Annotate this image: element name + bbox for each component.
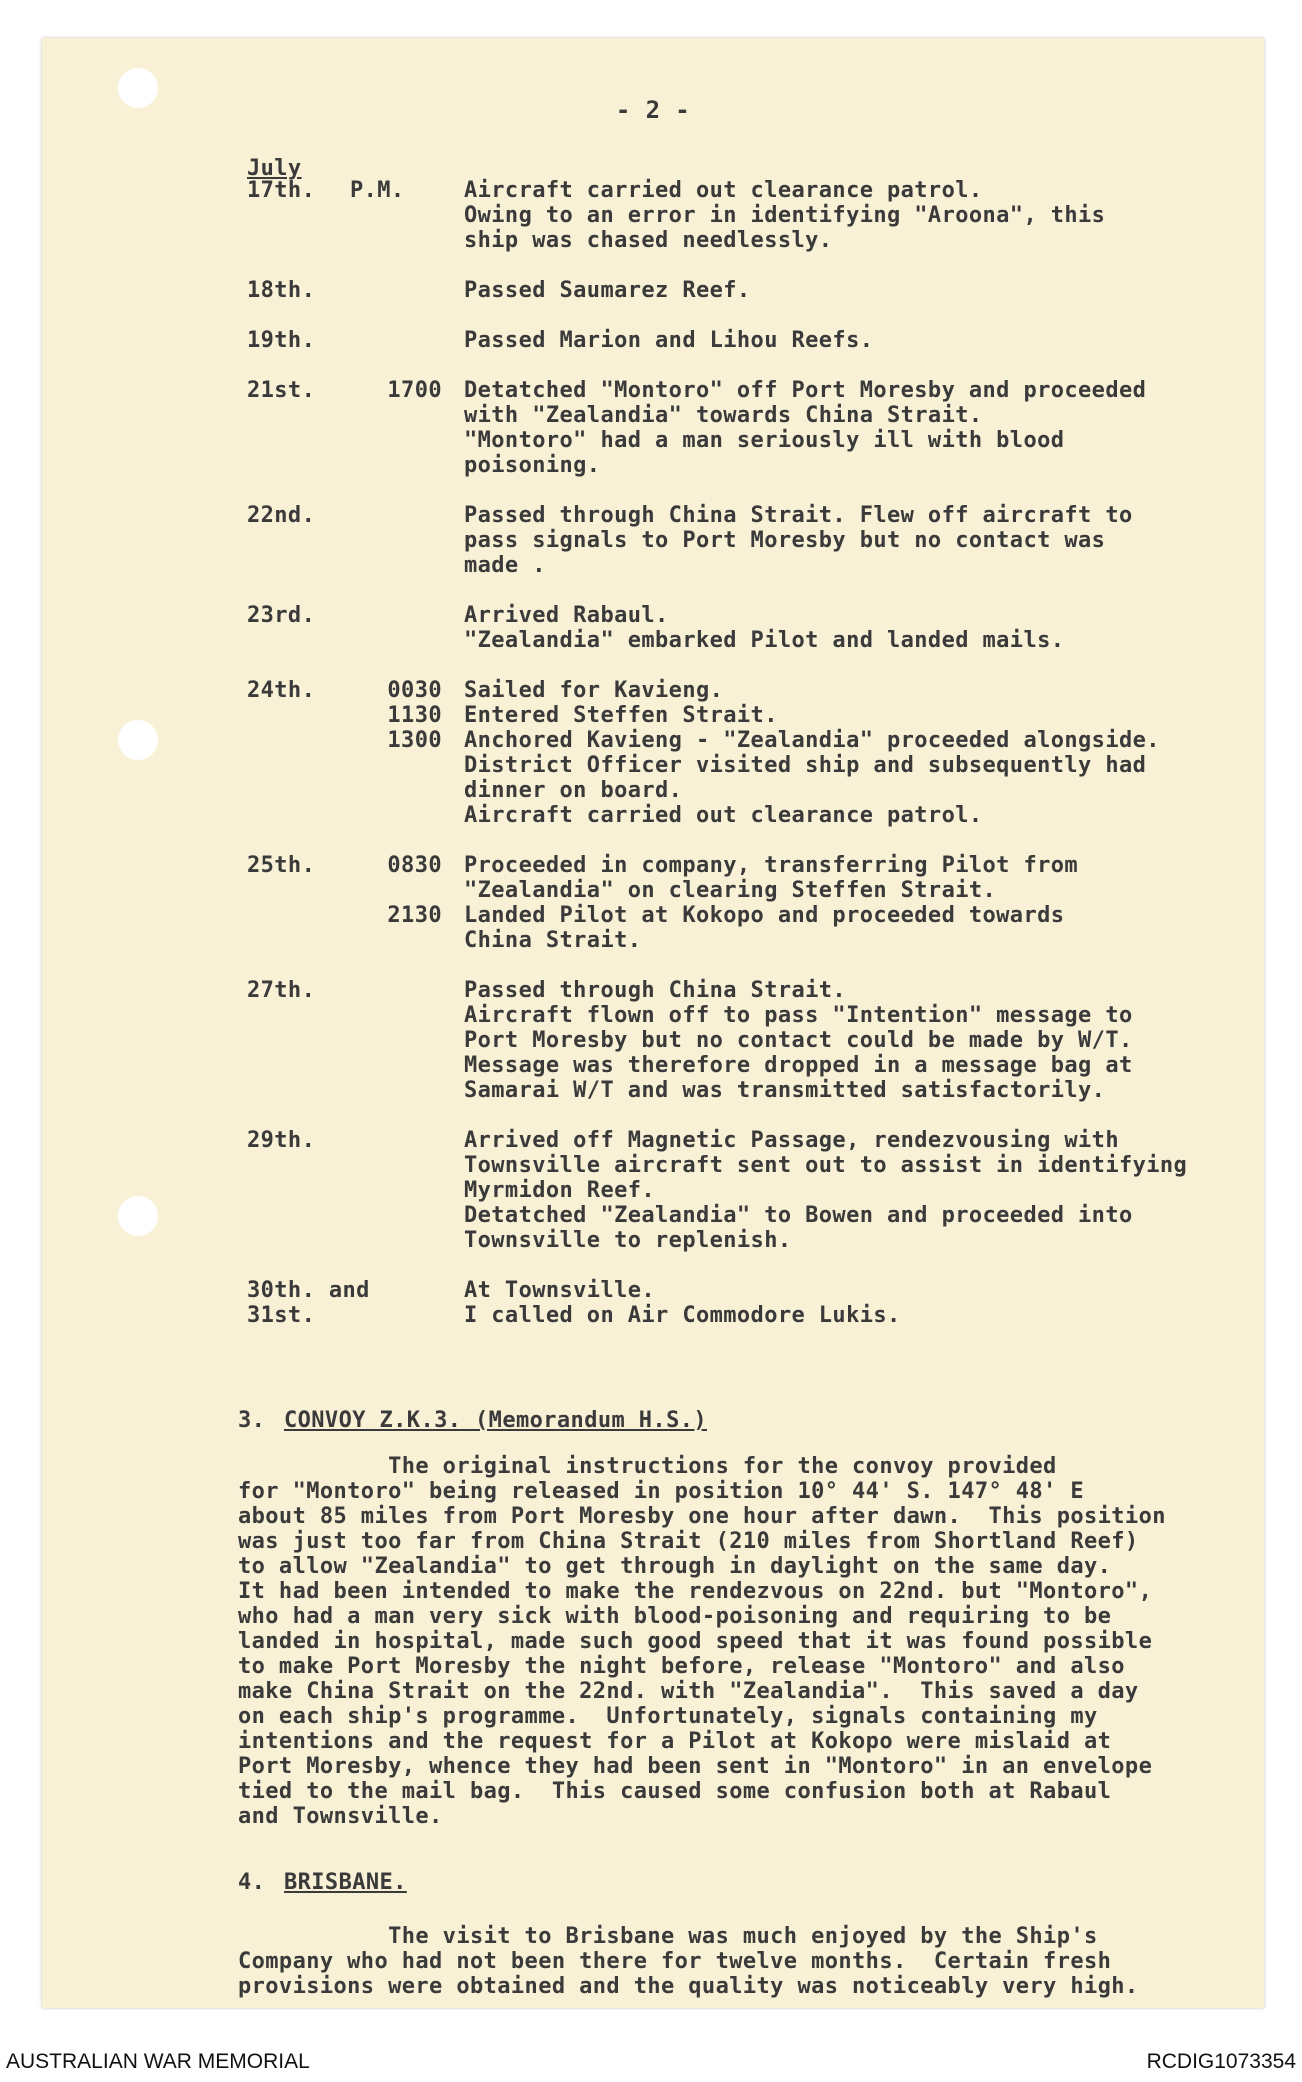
log-text: with "Zealandia" towards China Strait.: [464, 403, 983, 428]
log-date: 22nd.: [247, 503, 316, 528]
log-time: 1300: [387, 728, 442, 753]
log-row: [42, 178, 1264, 203]
log-text: Landed Pilot at Kokopo and proceeded towards: [464, 903, 1065, 928]
log-text: Townsville aircraft sent out to assist in identifying: [464, 1153, 1188, 1178]
log-entry: [42, 678, 1264, 828]
log-row: [42, 978, 1264, 1003]
log-row: [42, 428, 1264, 453]
log-row: [42, 553, 1264, 578]
log-text: Passed through China Strait. Flew off aircraft to: [464, 503, 1133, 528]
month-heading: July: [247, 156, 302, 181]
section-4-paragraph: [238, 1924, 1139, 1999]
log-text: Entered Steffen Strait.: [464, 703, 778, 728]
log-text: Passed Saumarez Reef.: [464, 278, 751, 303]
log-date: 30th. and: [247, 1278, 370, 1303]
log-text: "Montoro" had a man seriously ill with blood: [464, 428, 1065, 453]
section-4-heading: [238, 1870, 407, 1895]
log-text: District Officer visited ship and subsequently had: [464, 753, 1147, 778]
log-entry: [42, 978, 1264, 1103]
log-row: [42, 603, 1264, 628]
log-text: pass signals to Port Moresby but no contact was: [464, 528, 1106, 553]
paragraph-line: make China Strait on the 22nd. with "Zealandia". This saved a day: [238, 1679, 1139, 1704]
log-row: [42, 878, 1264, 903]
log-row: [42, 1053, 1264, 1078]
log-entry: [42, 1128, 1264, 1253]
log-row: [42, 278, 1264, 303]
log-text: China Strait.: [464, 928, 642, 953]
log-row: [42, 1153, 1264, 1178]
log-text: Arrived Rabaul.: [464, 603, 669, 628]
log-row: [42, 778, 1264, 803]
log-row: [42, 753, 1264, 778]
log-row: [42, 1178, 1264, 1203]
paragraph-line: and Townsville.: [238, 1804, 443, 1829]
log-row: [42, 803, 1264, 828]
log-date: 27th.: [247, 978, 316, 1003]
log-row: [42, 628, 1264, 653]
paragraph-line: The visit to Brisbane was much enjoyed by the Ship's: [238, 1924, 1098, 1949]
paragraph-line: Company who had not been there for twelve months. Certain fresh: [238, 1949, 1112, 1974]
log-text: Sailed for Kavieng.: [464, 678, 724, 703]
log-row: [42, 703, 1264, 728]
log-entry: [42, 278, 1264, 303]
log-row: [42, 1278, 1264, 1303]
log-text: made .: [464, 553, 546, 578]
log-entry: [42, 853, 1264, 953]
footer-archive-name: AUSTRALIAN WAR MEMORIAL: [6, 2050, 310, 2073]
paragraph-line: It had been intended to make the rendezvous on 22nd. but "Montoro",: [238, 1579, 1153, 1604]
log-entry: [42, 178, 1264, 253]
log-text: Aircraft carried out clearance patrol.: [464, 178, 983, 203]
paragraph-line: tied to the mail bag. This caused some confusion both at Rabaul: [238, 1779, 1112, 1804]
log-row: [42, 928, 1264, 953]
log-text: Townsville to replenish.: [464, 1228, 792, 1253]
log-text: Detatched "Zealandia" to Bowen and proceeded into: [464, 1203, 1133, 1228]
log-text: Port Moresby but no contact could be made by W/T.: [464, 1028, 1133, 1053]
log-text: Arrived off Magnetic Passage, rendezvousing with: [464, 1128, 1119, 1153]
log-row: [42, 1028, 1264, 1053]
paragraph-line: about 85 miles from Port Moresby one hour after dawn. This position: [238, 1504, 1166, 1529]
log-date: 17th.: [247, 178, 316, 203]
paragraph-line: for "Montoro" being released in position 10° 44' S. 147° 48' E: [238, 1479, 1084, 1504]
section-3-heading: [238, 1408, 707, 1433]
log-text: poisoning.: [464, 453, 601, 478]
log-row: [42, 503, 1264, 528]
paragraph-line: on each ship's programme. Unfortunately, signals containing my: [238, 1704, 1098, 1729]
log-entry: [42, 378, 1264, 478]
paragraph-line: provisions were obtained and the quality was noticeably very high.: [238, 1974, 1139, 1999]
log-date: 31st.: [247, 1303, 316, 1328]
log-row: [42, 1228, 1264, 1253]
paragraph-line: was just too far from China Strait (210 miles from Shortland Reef): [238, 1529, 1139, 1554]
log-text: Anchored Kavieng - "Zealandia" proceeded alongside.: [464, 728, 1160, 753]
log-row: [42, 203, 1264, 228]
section-3-number: 3.: [238, 1408, 266, 1433]
log-time: 1700: [387, 378, 442, 403]
log-time: 0830: [387, 853, 442, 878]
log-date: 24th.: [247, 678, 316, 703]
section-4-number: 4.: [238, 1870, 266, 1895]
log-entry: [42, 328, 1264, 353]
log-row: [42, 328, 1264, 353]
paragraph-line: Port Moresby, whence they had been sent in "Montoro" in an envelope: [238, 1754, 1153, 1779]
document-page: [42, 38, 1264, 2008]
log-entry: [42, 503, 1264, 578]
log-text: "Zealandia" embarked Pilot and landed mails.: [464, 628, 1065, 653]
log-date: 25th.: [247, 853, 316, 878]
log-row: [42, 678, 1264, 703]
ship-log: [42, 178, 1264, 1353]
log-text: Passed through China Strait.: [464, 978, 847, 1003]
paragraph-line: to allow "Zealandia" to get through in daylight on the same day.: [238, 1554, 1112, 1579]
log-row: [42, 853, 1264, 878]
log-row: [42, 403, 1264, 428]
log-row: [42, 528, 1264, 553]
log-entry: [42, 603, 1264, 653]
log-row: [42, 378, 1264, 403]
log-text: Message was therefore dropped in a message bag at: [464, 1053, 1133, 1078]
page-number: - 2 -: [615, 96, 691, 124]
log-row: [42, 228, 1264, 253]
log-time: P.M.: [350, 178, 405, 203]
log-text: At Townsville.: [464, 1278, 656, 1303]
log-row: [42, 1128, 1264, 1153]
paragraph-line: to make Port Moresby the night before, release "Montoro" and also: [238, 1654, 1125, 1679]
log-date: 29th.: [247, 1128, 316, 1153]
log-row: [42, 1203, 1264, 1228]
log-time: 1130: [387, 703, 442, 728]
section-4-title: BRISBANE.: [284, 1870, 407, 1895]
log-row: [42, 728, 1264, 753]
paragraph-line: intentions and the request for a Pilot at Kokopo were mislaid at: [238, 1729, 1112, 1754]
log-text: Owing to an error in identifying "Aroona", this: [464, 203, 1106, 228]
log-text: dinner on board.: [464, 778, 683, 803]
paragraph-line: landed in hospital, made such good speed that it was found possible: [238, 1629, 1153, 1654]
log-row: [42, 1003, 1264, 1028]
log-text: Aircraft carried out clearance patrol.: [464, 803, 983, 828]
log-row: [42, 1078, 1264, 1103]
log-date: 18th.: [247, 278, 316, 303]
log-time: 0030: [387, 678, 442, 703]
footer-archive-id: RCDIG1073354: [1146, 2050, 1296, 2073]
section-3-paragraph: [238, 1454, 1166, 1829]
log-row: [42, 453, 1264, 478]
log-date: 19th.: [247, 328, 316, 353]
log-row: [42, 903, 1264, 928]
log-text: Aircraft flown off to pass "Intention" message to: [464, 1003, 1133, 1028]
log-date: 23rd.: [247, 603, 316, 628]
paragraph-line: The original instructions for the convoy provided: [238, 1454, 1057, 1479]
log-text: I called on Air Commodore Lukis.: [464, 1303, 901, 1328]
log-text: "Zealandia" on clearing Steffen Strait.: [464, 878, 997, 903]
log-text: Myrmidon Reef.: [464, 1178, 656, 1203]
log-text: Samarai W/T and was transmitted satisfactorily.: [464, 1078, 1106, 1103]
log-text: Proceeded in company, transferring Pilot from: [464, 853, 1079, 878]
log-date: 21st.: [247, 378, 316, 403]
paragraph-line: who had a man very sick with blood-poisoning and requiring to be: [238, 1604, 1112, 1629]
log-row: [42, 1303, 1264, 1328]
section-3-title: CONVOY Z.K.3. (Memorandum H.S.): [284, 1408, 707, 1433]
log-text: ship was chased needlessly.: [464, 228, 833, 253]
log-text: Detatched "Montoro" off Port Moresby and proceeded: [464, 378, 1147, 403]
log-text: Passed Marion and Lihou Reefs.: [464, 328, 874, 353]
log-time: 2130: [387, 903, 442, 928]
log-entry: [42, 1278, 1264, 1328]
